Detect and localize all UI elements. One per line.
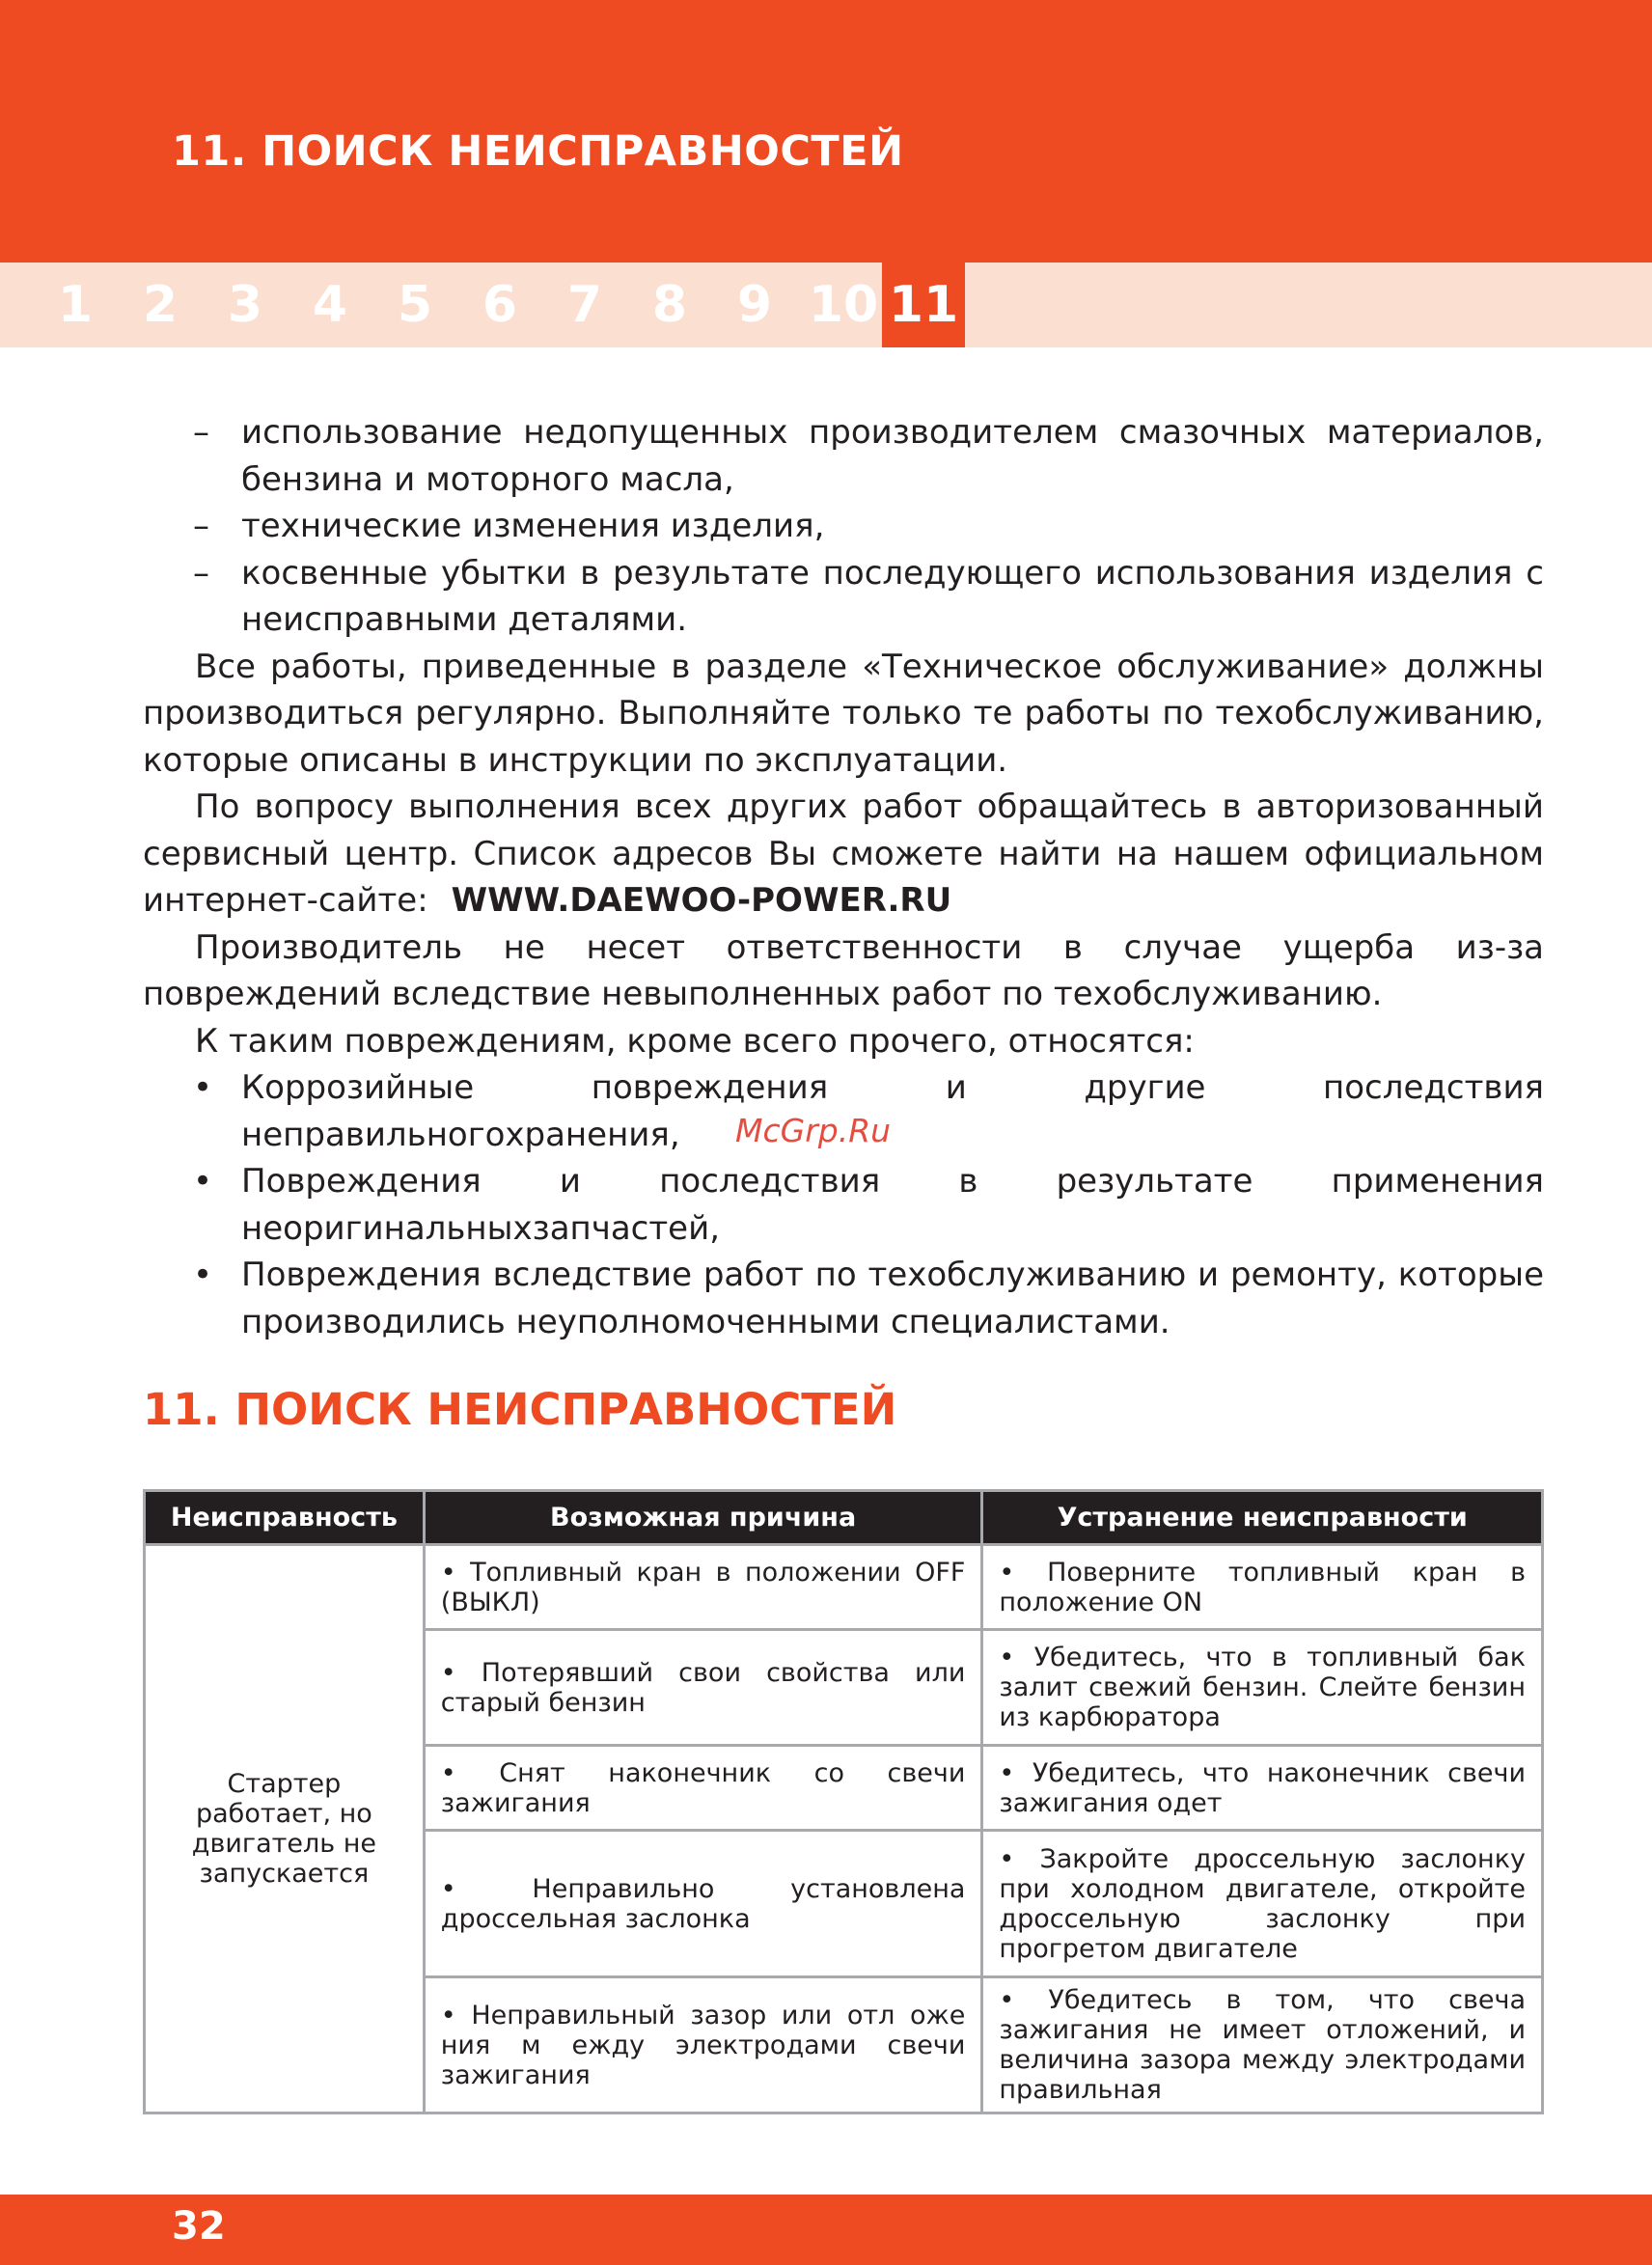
section-title: 11. ПОИСК НЕИСПРАВНОСТЕЙ — [143, 1384, 897, 1435]
cause-cell: • Неправильно установлена дроссельная заслонка — [424, 1831, 982, 1977]
cause-cell: • Снят наконечник со свечи зажигания — [424, 1746, 982, 1831]
paragraph: Все работы, приведенные в разделе «Техническое обслуживание» должны производиться регулярно. Выполняйте только те работы по техобслуживанию, которые описаны в инструкции по эксплуатации. — [143, 647, 1544, 780]
fix-cell: • Закройте дроссельную заслонку при холодном двигателе, откройте дроссельную заслонку при прогретом двигателе — [982, 1831, 1543, 1977]
list-item: – косвенные убытки в результате последующего использования изделия с неисправными деталями. — [193, 553, 1544, 639]
table-row — [145, 1545, 1543, 1630]
fix-cell: • Поверните топливный кран в положение ON — [982, 1545, 1543, 1630]
intro-text — [143, 409, 1544, 1345]
chapter-nav-item-3[interactable]: 3 — [227, 276, 263, 334]
list-item: – технические изменения изделия, — [193, 507, 825, 545]
column-header-fix: Устранение неисправности — [982, 1491, 1543, 1545]
chapter-nav-item-5[interactable]: 5 — [397, 276, 433, 334]
website-link[interactable]: WWW.DAEWOO-POWER.RU — [451, 881, 952, 920]
chapter-nav-item-7[interactable]: 7 — [566, 276, 603, 334]
chapter-nav-item-9[interactable]: 9 — [736, 276, 773, 334]
paragraph: Производитель не несет ответственности в случае ущерба из-за повреждений вследствие невыполненных работ по техобслуживанию. — [143, 927, 1544, 1013]
chapter-nav-item-10[interactable]: 10 — [808, 276, 879, 334]
chapter-nav-item-1[interactable]: 1 — [57, 276, 94, 334]
fault-cell: Стартер работает, но двигатель не запускается — [145, 1545, 425, 2113]
fix-cell: • Убедитесь в том, что свеча зажигания не имеет отложений, и величина зазора между электродами правильная — [982, 1977, 1543, 2113]
list-item: – использование недопущенных производителем смазочных материалов, бензина и моторного масла, — [193, 413, 1544, 499]
cause-cell: • Топливный кран в положении OFF (ВЫКЛ) — [424, 1545, 982, 1630]
watermark: McGrp.Ru — [735, 1112, 892, 1149]
bullet-item: • Коррозийные повреждения и другие последствия неправильногохранения, — [193, 1068, 1544, 1154]
fix-cell: • Убедитесь, что в топливный бак залит свежий бензин. Слейте бензин из карбюратора — [982, 1630, 1543, 1746]
header-title: 11. ПОИСК НЕИСПРАВНОСТЕЙ — [172, 127, 904, 176]
column-header-cause: Возможная причина — [424, 1491, 982, 1545]
cause-cell: • Неправильный зазор или отл оже ния м ежду электродами свечи зажигания — [424, 1977, 982, 2113]
bullet-item: • Повреждения вследствие работ по техобслуживанию и ремонту, которые производились неуполномоченными специалистами. — [193, 1256, 1544, 1341]
chapter-nav-item-11-active[interactable]: 11 — [882, 262, 965, 347]
footer-band — [0, 2195, 1652, 2265]
column-header-fault: Неисправность — [145, 1491, 425, 1545]
troubleshooting-table — [143, 1489, 1544, 2114]
chapter-nav-item-6[interactable]: 6 — [482, 276, 518, 334]
paragraph: К таким повреждениям, кроме всего прочего, относятся: — [195, 1021, 1195, 1061]
cause-cell: • Потерявший свои свойства или старый бензин — [424, 1630, 982, 1746]
fix-cell: • Убедитесь, что наконечник свечи зажигания одет — [982, 1746, 1543, 1831]
table-header-row — [145, 1491, 1543, 1545]
chapter-nav-item-8[interactable]: 8 — [651, 276, 688, 334]
chapter-nav-item-4[interactable]: 4 — [312, 276, 348, 334]
bullet-item: • Повреждения и последствия в результате применения неоригинальныхзапчастей, — [193, 1162, 1544, 1248]
chapter-nav-item-2[interactable]: 2 — [142, 276, 179, 334]
paragraph-with-url: По вопросу выполнения всех других работ обращайтесь в авторизованный сервисный центр. Список адресов Вы сможете найти на нашем официальном интернет-сайте: WWW.DAEWOO-POWER.RU — [143, 787, 1544, 920]
page-number: 32 — [172, 2204, 226, 2249]
